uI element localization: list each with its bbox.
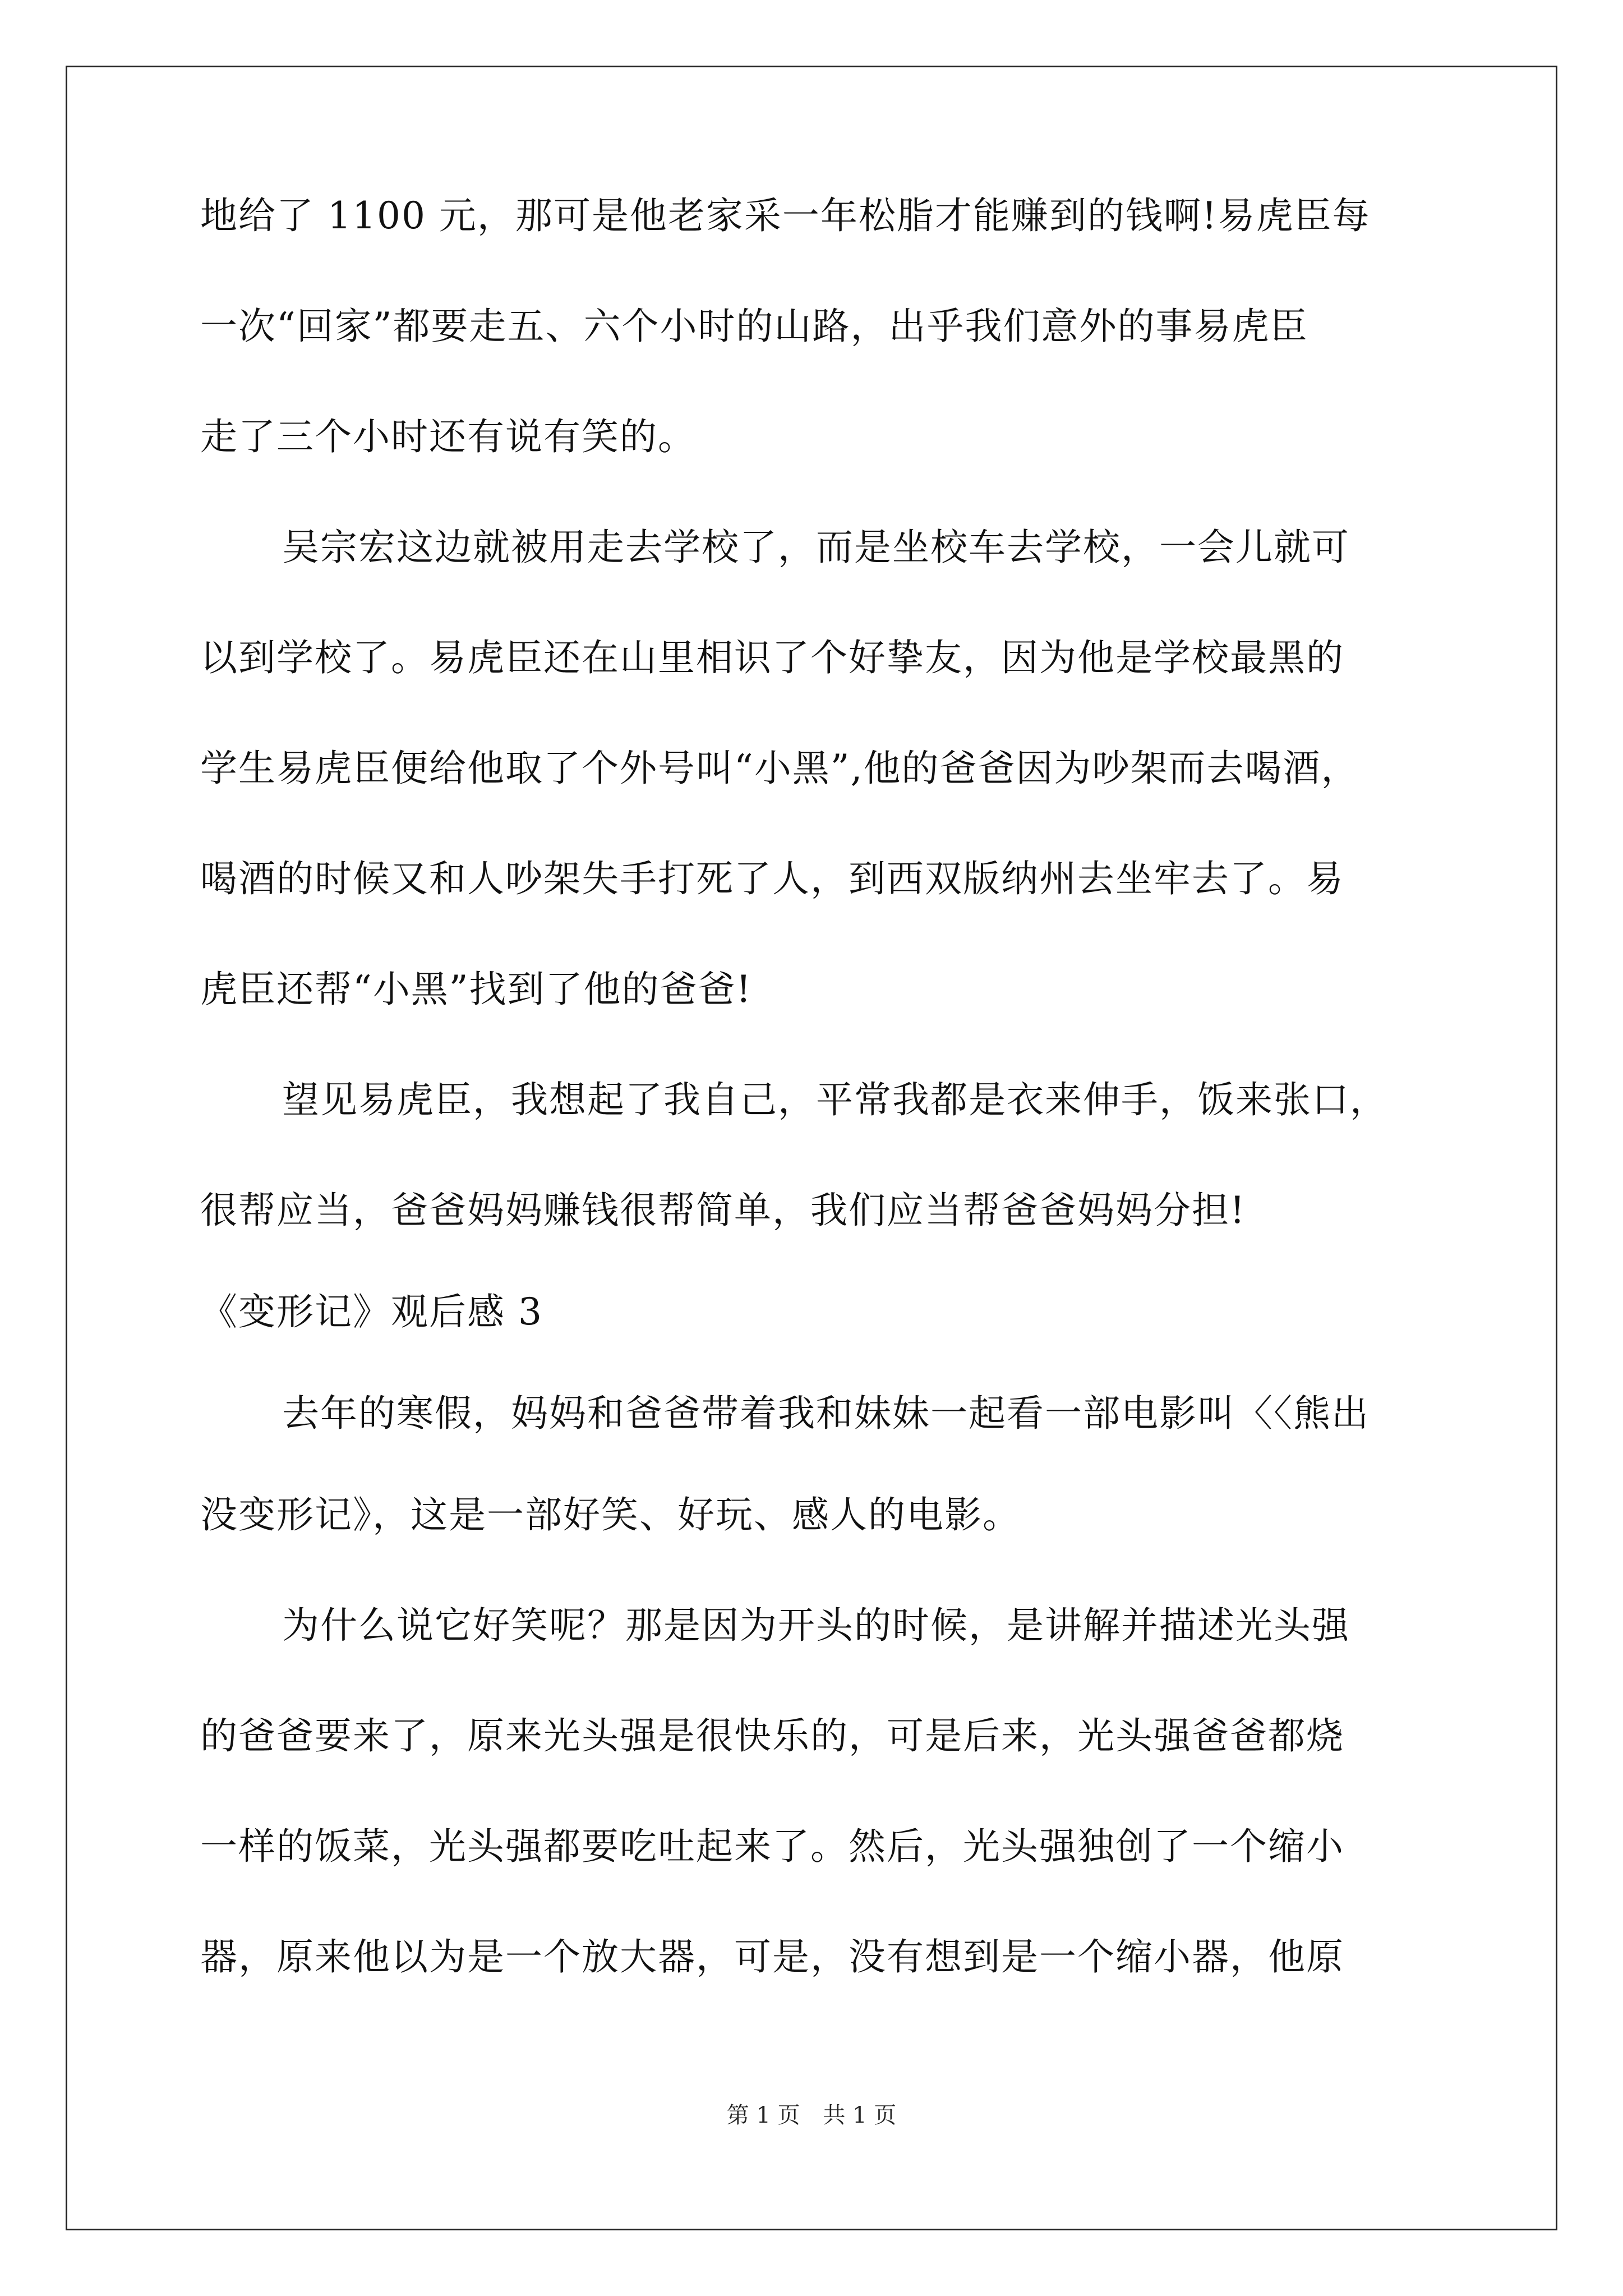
- page-total: 共 1 页: [823, 2102, 897, 2128]
- text-line: 望见易虎臣，我想起了我自己，平常我都是衣来伸手，饭来张口，: [282, 1078, 1388, 1121]
- page-border: [66, 66, 1557, 2230]
- text-line: 一样的饭菜，光头强都要吃吐起来了。然后，光头强独创了一个缩小: [200, 1825, 1344, 1868]
- text-line: 很帮应当，爸爸妈妈赚钱很帮简单，我们应当帮爸爸妈妈分担!: [200, 1189, 1246, 1232]
- text-line: 为什么说它好笑呢？那是因为开头的时候，是讲解并描述光头强: [282, 1604, 1350, 1647]
- text-line: 的爸爸要来了，原来光头强是很快乐的，可是后来，光头强爸爸都烧: [200, 1714, 1344, 1757]
- text-line: 地给了 1100 元，那可是他老家采一年松脂才能赚到的钱啊!易虎臣每: [200, 194, 1371, 237]
- text-line: 走了三个小时还有说有笑的。: [200, 415, 696, 458]
- text-line: 学生易虎臣便给他取了个外号叫“小黑”,他的爸爸因为吵架而去喝酒，: [200, 747, 1359, 790]
- text-line: 去年的寒假，妈妈和爸爸带着我和妹妹一起看一部电影叫〈〈熊出: [282, 1392, 1370, 1435]
- page-number: 第 1 页: [726, 2102, 800, 2128]
- text-line: 一次“回家”都要走五、六个小时的山路，出乎我们意外的事易虎臣: [200, 305, 1308, 348]
- text-line: 器，原来他以为是一个放大器，可是，没有想到是一个缩小器，他原: [200, 1935, 1344, 1978]
- text-line: 没变形记》，这是一部好笑、好玩、感人的电影。: [200, 1493, 1021, 1536]
- page-footer: [0, 2101, 1623, 2129]
- text-line: 虎臣还帮“小黑”找到了他的爸爸!: [200, 968, 753, 1011]
- section-heading: 《变形记》观后感 3: [200, 1290, 543, 1333]
- text-line: 以到学校了。易虎臣还在山里相识了个好挚友，因为他是学校最黑的: [200, 636, 1344, 679]
- text-line: 喝酒的时候又和人吵架失手打死了人，到西双版纳州去坐牢去了。易: [200, 857, 1344, 900]
- text-line: 吴宗宏这边就被用走去学校了，而是坐校车去学校，一会儿就可: [282, 526, 1350, 569]
